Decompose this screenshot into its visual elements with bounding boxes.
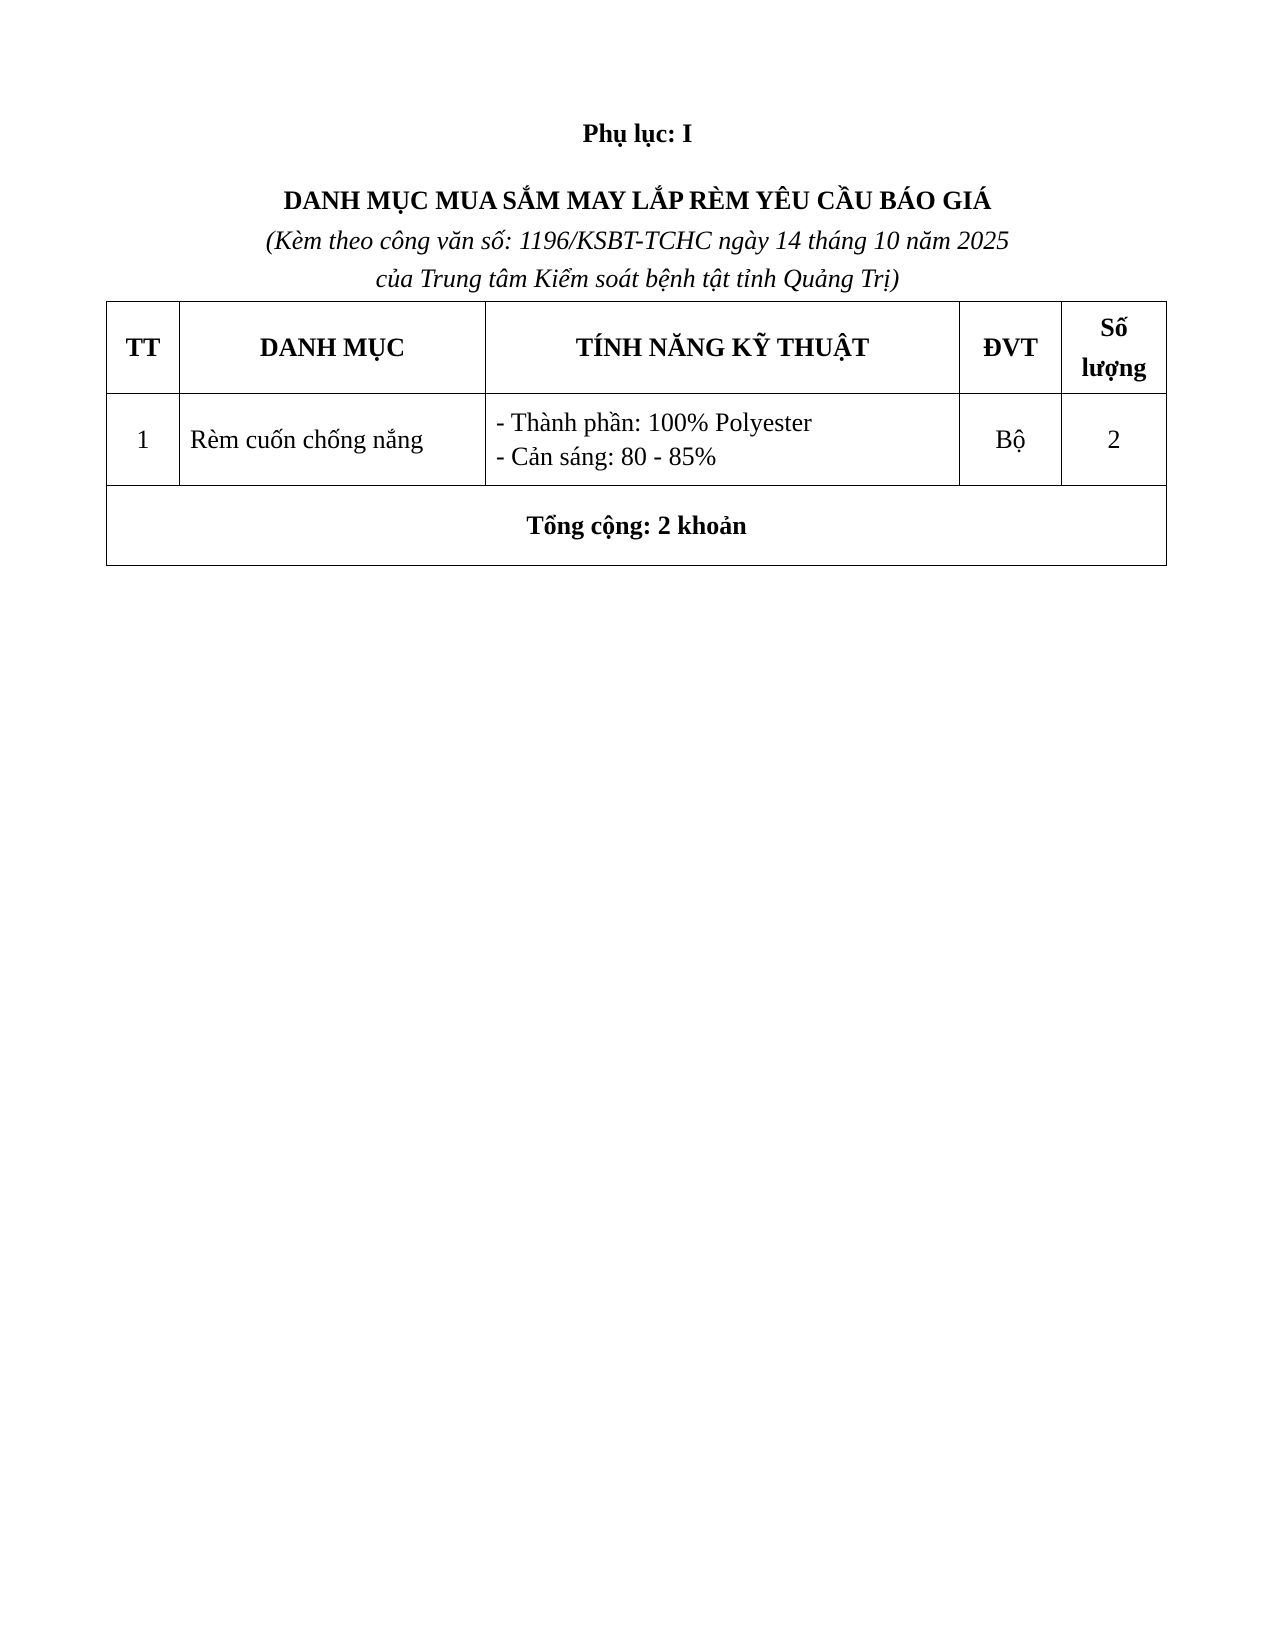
header-quantity: [1062, 302, 1167, 394]
header-spec: TÍNH NĂNG KỸ THUẬT: [486, 302, 960, 394]
header-quantity-line-2: lượng: [1081, 352, 1147, 382]
cell-quantity: 2: [1062, 394, 1167, 486]
table-header-row: [107, 302, 1167, 394]
table-total-row: [107, 486, 1167, 566]
cell-unit: Bộ: [960, 394, 1062, 486]
appendix-label: Phụ lục: I: [582, 119, 693, 148]
cell-spec: [486, 394, 960, 486]
header-tt: TT: [107, 302, 180, 394]
header-item: DANH MỤC: [180, 302, 486, 394]
header-unit: ĐVT: [960, 302, 1062, 394]
cell-item: Rèm cuốn chống nắng: [180, 394, 486, 486]
table-row: [107, 394, 1167, 486]
document-subtitle-line-1: (Kèm theo công văn số: 1196/KSBT-TCHC ngày 14 tháng 10 năm 2025: [265, 226, 1010, 255]
document-title: DANH MỤC MUA SẮM MAY LẮP RÈM YÊU CẦU BÁO GIÁ: [283, 186, 992, 215]
spec-line-1: - Thành phần: 100% Polyester: [496, 407, 812, 437]
header-quantity-line-1: Số: [1100, 312, 1128, 342]
total-cell: Tổng cộng: 2 khoản: [107, 486, 1167, 566]
procurement-table: [106, 301, 1167, 566]
spec-line-2: - Cản sáng: 80 - 85%: [496, 441, 717, 471]
document-subtitle-line-2: của Trung tâm Kiểm soát bệnh tật tỉnh Quảng Trị): [375, 264, 900, 293]
cell-tt: 1: [107, 394, 180, 486]
